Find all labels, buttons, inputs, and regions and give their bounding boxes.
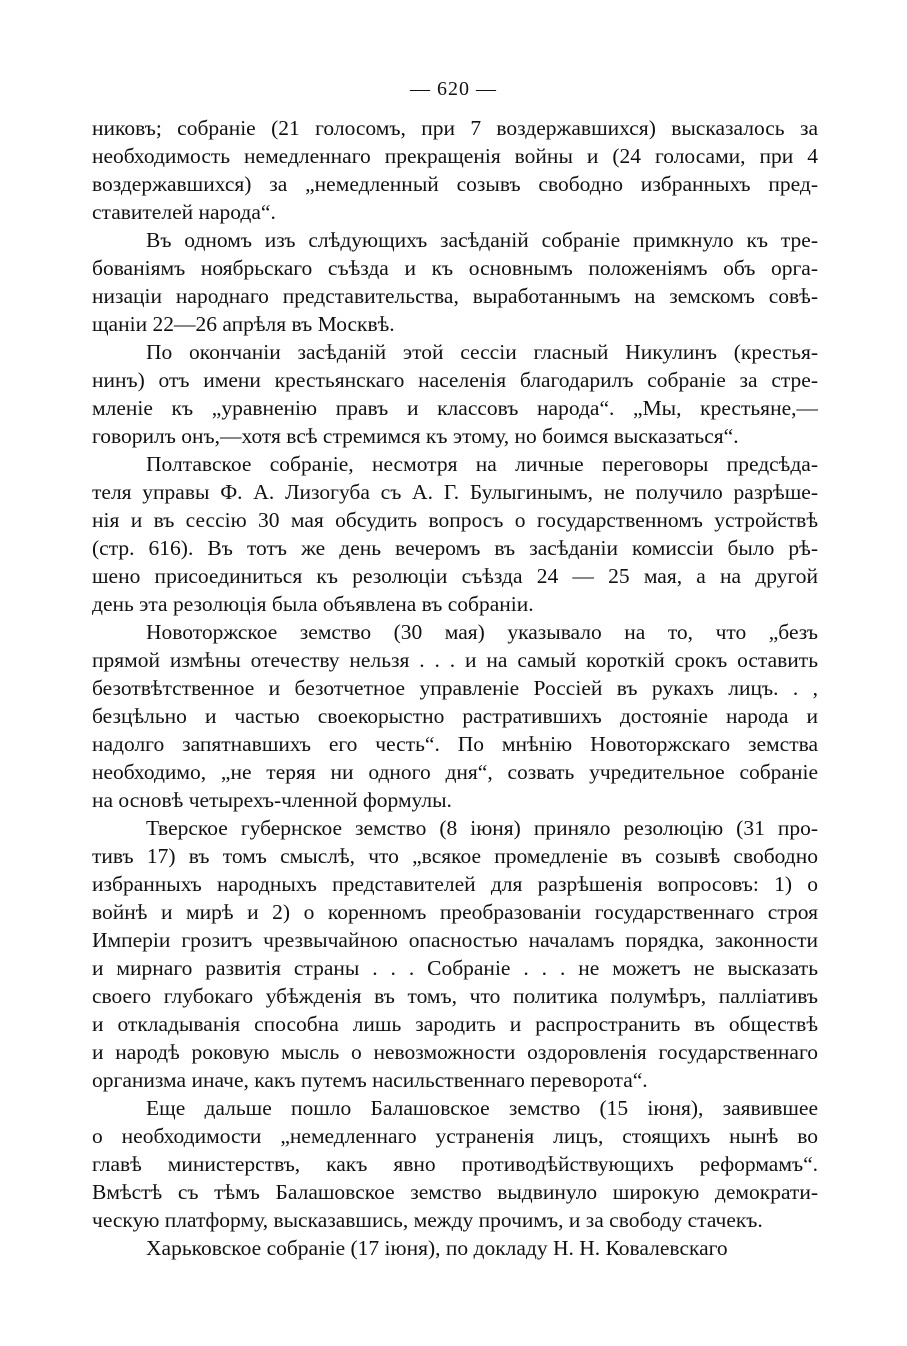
text-line: главѣ министерствъ, какъ явно противодѣйствующихъ реформамъ“. [92, 1152, 818, 1176]
text-line: Харьковское собраніе (17 іюня), по докладу Н. Н. Ковалевскаго [146, 1236, 728, 1260]
paragraph [92, 450, 818, 618]
text-line: войнѣ и мирѣ и 2) о коренномъ преобразованіи государственнаго строя [92, 900, 818, 924]
text-line: тивъ 17) въ томъ смыслѣ, что „всякое промедленіе въ созывѣ свободно [92, 844, 818, 868]
text-line: и мирнаго развитія страны . . . Собраніе . . . не можетъ не высказать [92, 956, 818, 980]
paragraph [92, 814, 818, 1094]
text-line: на основѣ четырехъ-членной формулы. [92, 788, 452, 812]
body-text [92, 114, 818, 1262]
text-line: организма иначе, какъ путемъ насильственнаго переворота“. [92, 1068, 648, 1092]
text-line: Вмѣстѣ съ тѣмъ Балашовское земство выдвинуло широкую демократи- [92, 1180, 818, 1204]
text-line: безотвѣтственное и безотчетное управленіе Россіей въ рукахъ лицъ. . , [92, 676, 818, 700]
text-line: По окончаніи засѣданій этой сессіи гласный Никулинъ (крестья- [146, 340, 818, 364]
text-line: и откладыванія способна лишь зародить и распространить въ обществѣ [92, 1012, 818, 1036]
text-line: избранныхъ народныхъ представителей для разрѣшенія вопросовъ: 1) о [92, 872, 818, 896]
text-line: ческую платформу, высказавшись, между прочимъ, и за свободу стачекъ. [92, 1208, 763, 1232]
text-line: о необходимости „немедленнаго устраненія лицъ, стоящихъ нынѣ во [92, 1124, 818, 1148]
text-line: говорилъ онъ,—хотя всѣ стремимся къ этому, но боимся высказаться“. [92, 424, 739, 448]
text-line: день эта резолюція была объявлена въ собраніи. [92, 592, 534, 616]
text-line: нинъ) отъ имени крестьянскаго населенія благодарилъ собраніе за стре- [92, 368, 818, 392]
text-line: воздержавшихся) за „немедленный созывъ свободно избранныхъ пред- [92, 172, 818, 196]
text-line: Тверское губернское земство (8 іюня) приняло резолюцію (31 про- [146, 816, 818, 840]
text-line: ставителей народа“. [92, 200, 276, 224]
text-line: необходимость немедленнаго прекращенія войны и (24 голосами, при 4 [92, 144, 818, 168]
text-line: Новоторжское земство (30 мая) указывало на то, что „безъ [146, 620, 818, 644]
paragraph [92, 226, 818, 338]
text-line: нія и въ сессію 30 мая обсудить вопросъ о государственномъ устройствѣ [92, 508, 818, 532]
text-line: теля управы Ф. А. Лизогуба съ А. Г. Булыгинымъ, не получило разрѣше- [92, 480, 818, 504]
text-line: надолго запятнавшихъ его честь“. По мнѣнію Новоторжскаго земства [92, 732, 818, 756]
text-line: шено присоединиться къ резолюціи съѣзда 24 — 25 мая, а на другой [92, 564, 818, 588]
text-line: Имперіи грозитъ чрезвычайною опасностью началамъ порядка, законности [92, 928, 818, 952]
paragraph [92, 114, 818, 226]
text-line: Полтавское собраніе, несмотря на личные переговоры предсѣда- [146, 452, 818, 476]
text-line: Еще дальше пошло Балашовское земство (15 іюня), заявившее [146, 1096, 818, 1120]
text-line: и народѣ роковую мысль о невозможности оздоровленія государственнаго [92, 1040, 818, 1064]
paragraph [92, 618, 818, 814]
paragraph [92, 1094, 818, 1234]
text-line: щаніи 22—26 апрѣля въ Москвѣ. [92, 312, 395, 336]
paragraph [92, 1234, 818, 1262]
text-line: (стр. 616). Въ тотъ же день вечеромъ въ засѣданіи комиссіи было рѣ- [92, 536, 818, 560]
text-line: своего глубокаго убѣжденія въ томъ, что политика полумѣръ, палліативъ [92, 984, 818, 1008]
text-line: прямой измѣны отечеству нельзя . . . и на самый короткій срокъ оставить [92, 648, 818, 672]
text-line: необходимо, „не теряя ни одного дня“, созвать учредительное собраніе [92, 760, 818, 784]
paragraph [92, 338, 818, 450]
text-line: мленіе къ „уравненію правъ и классовъ народа“. „Мы, крестьяне,— [92, 396, 818, 420]
text-line: Въ одномъ изъ слѣдующихъ засѣданій собраніе примкнуло къ тре- [146, 228, 818, 252]
page-number: — 620 — [410, 78, 497, 100]
text-line: безцѣльно и частью своекорыстно растратившихъ достояніе народа и [92, 704, 818, 728]
text-line: бованіямъ ноябрьскаго съѣзда и къ основнымъ положеніямъ объ орга- [92, 256, 818, 280]
text-line: низаціи народнаго представительства, выработаннымъ на земскомъ совѣ- [92, 284, 818, 308]
text-line: никовъ; собраніе (21 голосомъ, при 7 воздержавшихся) высказалось за [92, 116, 818, 140]
